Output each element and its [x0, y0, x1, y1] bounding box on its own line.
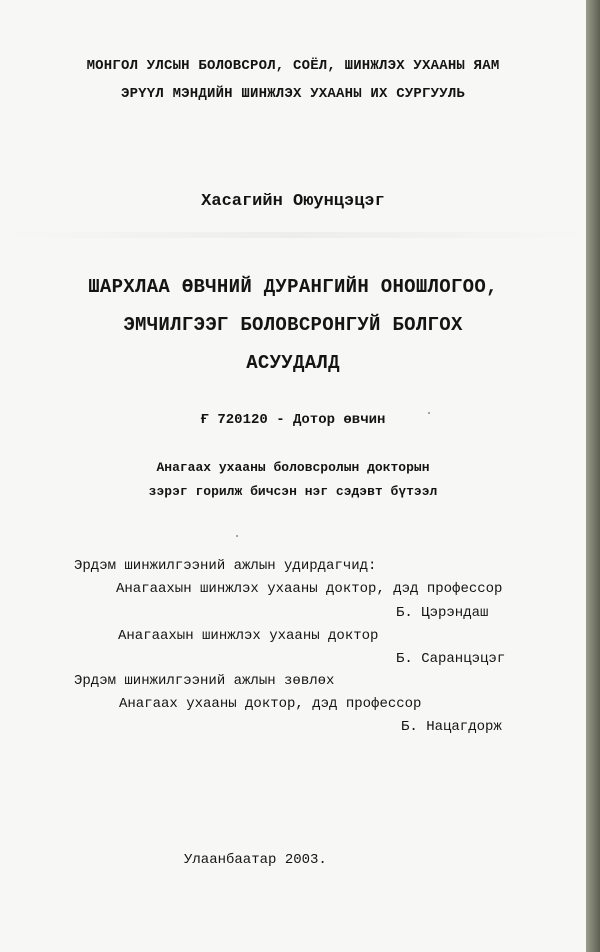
university-heading: ЭРҮҮЛ МЭНДИЙН ШИНЖЛЭХ УХААНЫ ИХ СУРГУУЛЬ	[120, 86, 466, 102]
advisor-heading: Эрдэм шинжилгээний ажлын зөвлөх	[74, 673, 335, 689]
advisor-title: Анагаах ухааны доктор, дэд профессор	[119, 696, 422, 712]
supervisors-heading: Эрдэм шинжилгээний ажлын удирдагчид:	[74, 558, 377, 574]
specialty-code: Ғ 720120 - Дотор өвчин	[200, 412, 386, 428]
supervisor-2-name: Б. Саранцэцэг	[396, 651, 506, 667]
supervisor-2-title: Анагаахын шинжлэх ухааны доктор	[118, 628, 379, 644]
supervisor-1-title: Анагаахын шинжлэх ухааны доктор, дэд профессор	[116, 581, 503, 597]
thesis-title-line-2: ЭМЧИЛГЭЭГ БОЛОВСРОНГУЙ БОЛГОХ	[123, 314, 463, 336]
scan-speck	[428, 412, 430, 414]
ministry-heading: МОНГОЛ УЛСЫН БОЛОВСРОЛ, СОЁЛ, ШИНЖЛЭХ УХААНЫ ЯАМ	[86, 58, 500, 74]
degree-line-2: зэрэг горилж бичсэн нэг сэдэвт бүтээл	[148, 484, 438, 499]
author-name: Хасагийн Оюунцэцэг	[201, 192, 385, 211]
scan-speck	[236, 535, 238, 537]
thesis-title-line-3: АСУУДАЛД	[246, 352, 340, 374]
supervisor-1-name: Б. Цэрэндаш	[396, 605, 489, 621]
thesis-title-line-1: ШАРХЛАА ӨВЧНИЙ ДУРАНГИЙН ОНОШЛОГОО,	[88, 276, 498, 298]
scan-streak	[0, 232, 586, 238]
place-and-year: Улаанбаатар 2003.	[184, 852, 327, 868]
scanned-page-edge	[586, 0, 600, 952]
degree-line-1: Анагаах ухааны боловсролын докторын	[156, 460, 430, 475]
advisor-name: Б. Нацагдорж	[401, 719, 502, 735]
